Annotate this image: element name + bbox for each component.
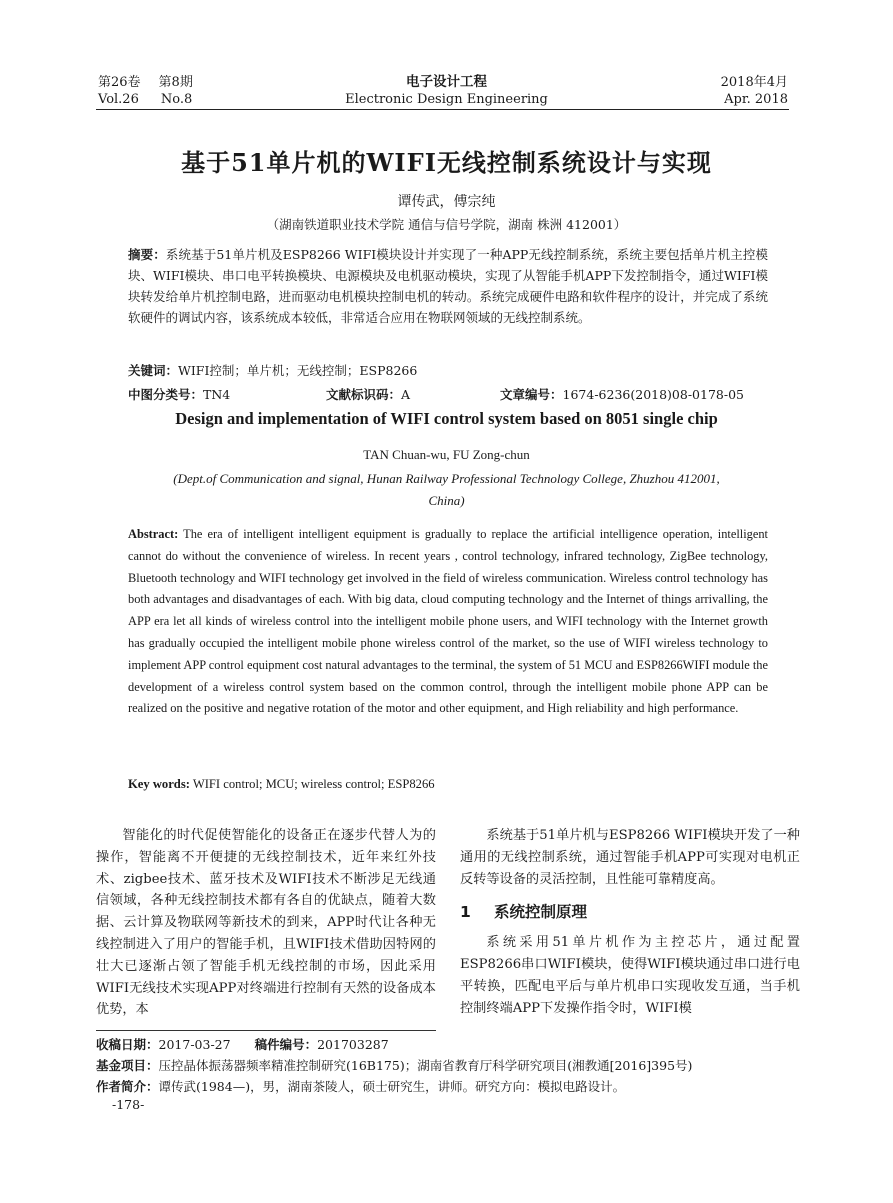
paper-title-en: Design and implementation of WIFI control system based on 8051 single chip [175,409,718,428]
section-heading [460,902,800,924]
body-right-paragraph-2: 系统采用51单片机作为主控芯片，通过配置ESP8266串口WIFI模块，使得WIFI模块通过串口进行电平转换，匹配电平后与单片机串口实现收发互通，当手机控制终端APP下发操作指令时，WIFI模 [460,935,800,1016]
section-number: 1 [460,903,471,922]
header-journal-en: Electronic Design Engineering [345,92,548,107]
keywords-zh-label: 关键词： [128,363,179,378]
keywords-en-label: Key words: [128,777,190,791]
footnote-received [96,1035,389,1053]
header-journal-zh: 电子设计工程 [406,74,487,90]
header-volume-block [98,74,193,108]
received-value: 2017-03-27 [158,1037,231,1052]
clc-value: TN4 [203,387,231,402]
header-date-zh: 2018年4月 [720,75,788,90]
header-date-block [640,74,788,108]
doc-code [326,385,410,403]
header-rule [96,109,789,110]
keywords-en [128,777,435,792]
abstract-en-label: Abstract: [128,527,179,541]
abstract-zh-label: 摘要： [128,247,166,262]
affiliation-en-line1: (Dept.of Communication and signal, Hunan Railway Professional Technology College, Zhuzhou 412001, [173,471,720,486]
paper-title: 基于51单片机的WIFI无线控制系统设计与实现 [181,148,712,177]
keywords-zh-text: WIFI控制；单片机；无线控制；ESP8266 [178,363,418,378]
clc-number [128,385,230,403]
manuscript-label: 稿件编号： [254,1037,318,1052]
doc-code-label: 文献标识码： [326,387,402,402]
footnote-fund [96,1056,796,1074]
article-number-label: 文章编号： [500,387,563,402]
body-right-column [460,825,800,1019]
page-number: -178- [112,1097,145,1112]
header-date-en: Apr. 2018 [724,92,788,107]
manuscript-value: 201703287 [317,1037,389,1052]
body-left-paragraph: 智能化的时代促使智能化的设备正在逐步代替人为的操作，智能离不开便捷的无线控制技术，近年来红外技术、zigbee技术、蓝牙技术及WIFI技术不断涉足无线通信领域，各种无线控制技术都有各自的优缺点，随着大数据、云计算及物联网等新技术的到来，APP时代让各种无线控制进入了用户的智能手机，且WIFI技术借助因特网的壮大已逐渐占领了智能手机无线控制的市场，因此采用WIFI无线技术实现APP对终端进行控制有天然的设备成本优势，本 [96,828,436,1018]
paper-affiliation-en [120,468,773,512]
footnote-rule [96,1030,436,1031]
keywords-zh [128,361,417,379]
clc-label: 中图分类号： [128,387,204,402]
abstract-zh [128,244,768,328]
paper-authors: 谭传武，傅宗纯 [397,194,496,210]
affiliation-en-line2: China) [428,493,465,508]
article-number-value: 1674-6236(2018)08-0178-05 [562,387,744,402]
body-right-paragraph-1: 系统基于51单片机与ESP8266 WIFI模块开发了一种通用的无线控制系统，通过智能手机APP可实现对电机正反转等设备的灵活控制，且性能可靠精度高。 [460,828,800,887]
header-volume-en: Vol.26 [98,92,139,107]
fund-value: 压控晶体振荡器频率精准控制研究(16B175)；湖南省教育厅科学研究项目(湘教通[2016]395号) [158,1058,693,1073]
header-volume-zh: 第26卷 [98,75,141,90]
fund-label: 基金项目： [96,1058,159,1073]
received-label: 收稿日期： [96,1037,159,1052]
bio-value: 谭传武(1984—)，男，湖南茶陵人，硕士研究生，讲师。研究方向：模拟电路设计。 [158,1079,626,1094]
abstract-zh-text: 系统基于51单片机及ESP8266 WIFI模块设计并实现了一种APP无线控制系统，系统主要包括单片机主控模块、WIFI模块、串口电平转换模块、电源模块及电机驱动模块，实现了从智能手机APP下发控制指令，通过WIFI模块转发给单片机控制电路，进而驱动电机模块控制电机的转动。系统完成硬件电路和软件程序的设计，并完成了系统软硬件的调试内容，该系统成本较低，非常适合应用在物联网领域的无线控制系统。 [128,247,768,325]
header-issue-en: No.8 [160,92,193,107]
header-journal-block [340,74,553,108]
abstract-en [128,524,768,720]
paper-authors-en: TAN Chuan-wu, FU Zong-chun [363,447,530,462]
section-title: 系统控制原理 [494,903,588,922]
footnote-author-bio [96,1077,796,1095]
bio-label: 作者简介： [96,1079,159,1094]
article-number [500,385,744,403]
header-issue-zh: 第8期 [158,75,193,90]
abstract-en-text: The era of intelligent intelligent equipment is gradually to replace the artificial intelligence operation, intelligent cannot do without the convenience of wireless. In recent years , control technology, infrared technology, ZigBee technology, Bluetooth technology and WIFI technology get involved in the field of wireless communication. Wireless control technology has both advantages and disadvantages of each. With big data, cloud computing technology and the Internet of things arrivalling, the APP era let all kinds of wireless control into the intelligent mobile phone users, and WIFI technology with the Internet growth has gradually occupied the intelligent mobile phone wireless control of the market, so the use of WIFI wireless technology to implement APP control equipment cost natural advantages to the terminal, the system of 51 MCU and ESP8266WIFI module the development of a wireless control system based on the common control, through the intelligent mobile phone APP can be realized on the positive and negative rotation of the motor and other equipment, and High reliability and high performance. [128,527,768,716]
keywords-en-text: WIFI control; MCU; wireless control; ESP8266 [192,777,435,791]
doc-code-value: A [401,387,411,402]
paper-affiliation: （湖南铁道职业技术学院 通信与信号学院，湖南 株洲 412001） [266,217,627,232]
